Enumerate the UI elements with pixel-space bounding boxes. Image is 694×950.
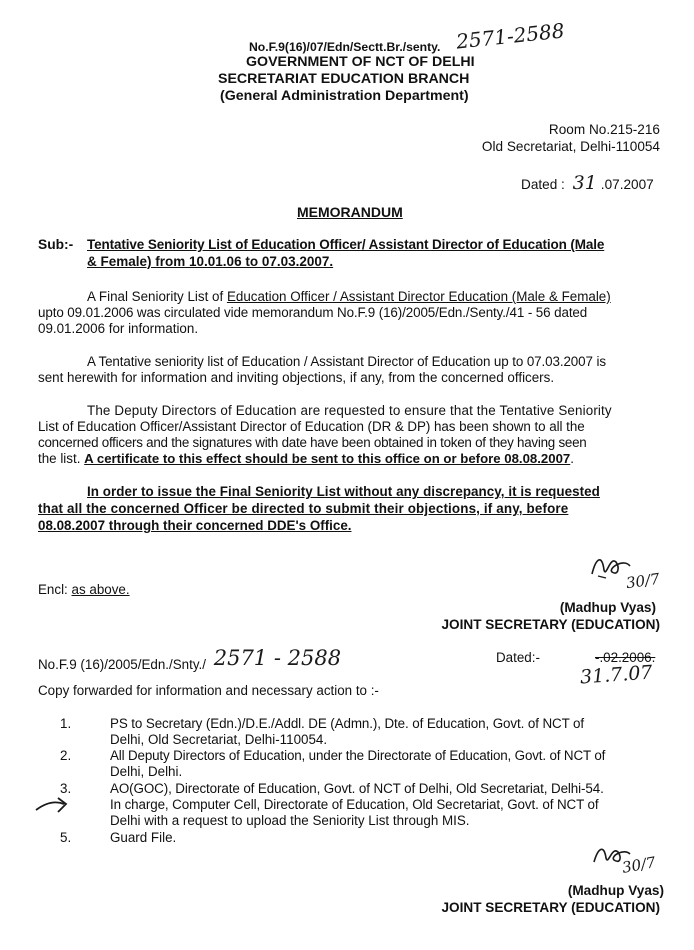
para1-lead: A Final Seniority List of	[87, 289, 224, 304]
certificate-deadline: A certificate to this effect should be sent to this office on or before 08.08.2007	[84, 451, 571, 466]
file-number: No.F.9(16)/07/Edn/Sectt.Br./senty.	[249, 40, 441, 54]
recipient-1-line1: PS to Secretary (Edn.)/D.E./Addl. DE (Admn.), Dte. of Education, Govt. of NCT of	[110, 716, 585, 731]
recipient-5-number: 5.	[60, 830, 72, 845]
department-name: (General Administration Department)	[220, 88, 469, 104]
tick-mark-icon	[34, 794, 78, 823]
branch-name: SECRETARIAT EDUCATION BRANCH	[218, 71, 470, 87]
para3-line2: List of Education Officer/Assistant Director of Education (DR & DP) has been shown to all the	[38, 419, 585, 434]
dated-label: Dated :	[521, 177, 565, 192]
para3-plain: the list.	[38, 451, 81, 466]
para4-line1: In order to issue the Final Seniority List without any discrepancy, it is requested	[87, 484, 600, 499]
recipient-4-line2: Delhi with a request to upload the Seniority List through MIS.	[110, 813, 470, 828]
para2-line2: sent herewith for information and inviting objections, if any, from the concerned officers.	[38, 370, 555, 385]
office-address: Old Secretariat, Delhi-110054	[481, 139, 660, 154]
signatory-name-2: (Madhup Vyas)	[567, 883, 664, 898]
dated-month-year: .07.2007	[600, 177, 654, 192]
para1-line3: 09.01.2006 for information.	[38, 321, 199, 336]
subject-prefix: Sub:-	[38, 237, 74, 252]
signature-1-date: 30/7	[624, 569, 661, 593]
signature-2-date: 30/7	[620, 853, 657, 877]
org-name: GOVERNMENT OF NCT OF DELHI	[246, 54, 475, 70]
copy-dated-label: Dated:-	[496, 650, 540, 665]
subject-line-1: Tentative Seniority List of Education Officer/ Assistant Director of Education (Male	[87, 237, 605, 252]
enclosure-line	[38, 582, 130, 597]
copy-handwritten-number: 2571 - 2588	[213, 646, 342, 670]
recipient-1-number: 1.	[60, 716, 72, 731]
dated-line	[521, 172, 654, 194]
room-number: Room No.215-216	[548, 122, 660, 137]
para1-line2: upto 09.01.2006 was circulated vide memorandum No.F.9 (16)/2005/Edn./Senty./41 - 56 dated	[38, 305, 588, 320]
para1-underlined-text: Education Officer / Assistant Director Education (Male & Female)	[226, 289, 611, 304]
copy-file-number-line	[38, 646, 342, 674]
para2-line1: A Tentative seniority list of Education / Assistant Director of Education up to 07.03.2007 is	[87, 354, 606, 369]
enclosure-label: Encl:	[38, 582, 68, 597]
para4-line3: 08.08.2007 through their concerned DDE's Office.	[38, 518, 352, 533]
para3-line4: the list. A certificate to this effect should be sent to this office on or before 08.08.2007.	[38, 451, 574, 466]
handwritten-date: 31	[572, 172, 597, 194]
subject-line-2: & Female) from 10.01.06 to 07.03.2007.	[87, 254, 334, 269]
recipient-2-line2: Delhi, Delhi.	[110, 764, 183, 779]
recipient-2-line1: All Deputy Directors of Education, under the Directorate of Education, Govt. of NCT of	[110, 748, 606, 763]
signatory-name-1: (Madhup Vyas)	[559, 600, 656, 615]
copy-file-number: No.F.9 (16)/2005/Edn./Snty./	[38, 657, 206, 672]
recipient-3-line1: AO(GOC), Directorate of Education, Govt. of NCT of Delhi, Old Secretariat, Delhi-54.	[110, 781, 604, 796]
signatory-designation-2: JOINT SECRETARY (EDUCATION)	[441, 900, 660, 915]
recipient-2-number: 2.	[60, 748, 72, 763]
recipient-3-number: 3.	[60, 781, 72, 796]
recipient-4-line1: In charge, Computer Cell, Directorate of Education, Old Secretariat, Govt. of NCT of	[110, 797, 599, 812]
copy-intro: Copy forwarded for information and necessary action to :-	[38, 683, 379, 698]
para1-line1	[87, 289, 611, 304]
signatory-designation-1: JOINT SECRETARY (EDUCATION)	[441, 617, 660, 632]
enclosure-value: as above.	[71, 582, 130, 597]
memorandum-title: MEMORANDUM	[297, 204, 403, 220]
copy-dated-struck: -.02.2006.	[595, 650, 656, 665]
recipient-1-line2: Delhi, Old Secretariat, Delhi-110054.	[110, 732, 328, 747]
para4-line2: that all the concerned Officer be directed to submit their objections, if any, before	[38, 501, 569, 516]
recipient-5-line1: Guard File.	[110, 830, 177, 845]
para3-line1: The Deputy Directors of Education are requested to ensure that the Tentative Seniority	[87, 403, 612, 418]
copy-handwritten-date: 31.7.07	[579, 661, 654, 689]
para3-line3: concerned officers and the signatures with date have been obtained in token of they having seen	[38, 435, 587, 450]
handwritten-file-number: 2571-2588	[455, 18, 566, 54]
